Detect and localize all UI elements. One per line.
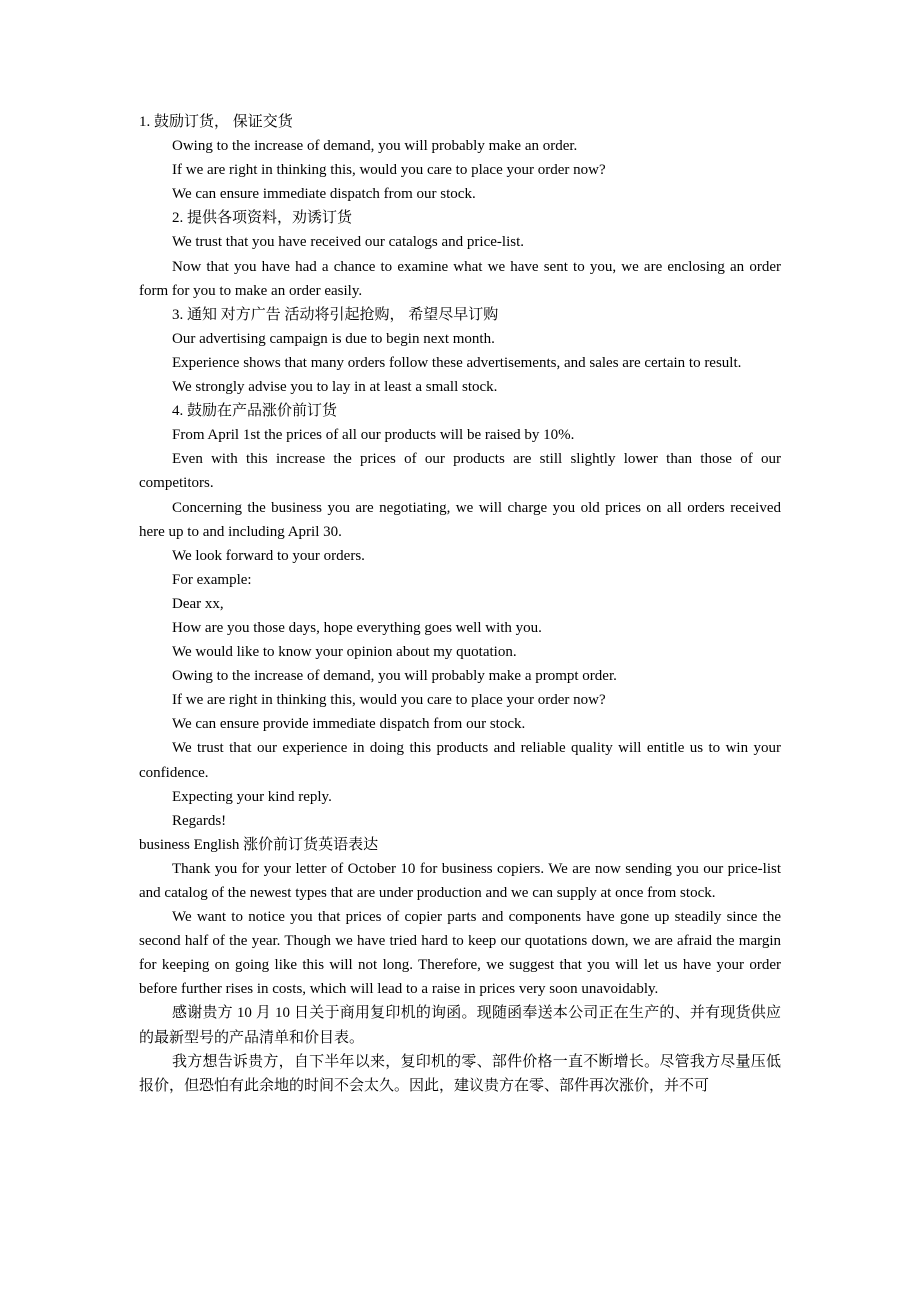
paragraph: We want to notice you that prices of copier parts and components have gone up steadily since the second half of the year. Though we have tried hard to keep our quotations down, we are afraid the margin for keeping on going like this will not long. Therefore, we suggest that you will let us have your order before further rises in costs, which will lead to a raise in prices very soon unavoidably.: [139, 909, 781, 998]
section-heading-3: 3. 通知 对方广告 活动将引起抢购， 希望尽早订购: [172, 306, 499, 323]
paragraph: Even with this increase the prices of our products are still slightly lower than those of our competitors.: [139, 451, 781, 492]
paragraph: Concerning the business you are negotiating, we will charge you old prices on all orders received here up to and including April 30.: [139, 499, 781, 540]
letter-closing: Regards!: [172, 812, 227, 829]
letter-salutation: Dear xx,: [172, 595, 224, 612]
paragraph-chinese: 我方想告诉贵方，自下半年以来，复印机的零、部件价格一直不断增长。尽管我方尽量压低报价，但恐怕有此余地的时间不会太久。因此，建议贵方在零、部件再次涨价，并不可: [139, 1053, 781, 1094]
letter-line: Expecting your kind reply.: [172, 788, 332, 805]
paragraph: We can ensure immediate dispatch from our stock.: [172, 186, 476, 203]
letter-line: How are you those days, hope everything goes well with you.: [172, 619, 542, 636]
paragraph: We trust that you have received our catalogs and price-list.: [172, 234, 524, 251]
letter-line: We would like to know your opinion about my quotation.: [172, 644, 517, 661]
paragraph: We strongly advise you to lay in at least a small stock.: [172, 379, 498, 396]
section-heading-2: 2. 提供各项资料，劝诱订货: [172, 210, 353, 227]
section-heading-4: 4. 鼓励在产品涨价前订货: [172, 403, 338, 420]
example-label: For example:: [172, 571, 252, 588]
letter-line: We trust that our experience in doing this products and reliable quality will entitle us to win your confidence.: [139, 740, 781, 781]
paragraph: We look forward to your orders.: [172, 547, 365, 564]
paragraph: Our advertising campaign is due to begin next month.: [172, 330, 495, 347]
paragraph: If we are right in thinking this, would you care to place your order now?: [172, 162, 606, 179]
section-title: business English 涨价前订货英语表达: [139, 836, 379, 853]
paragraph: Owing to the increase of demand, you will probably make an order.: [172, 138, 578, 155]
letter-line: We can ensure provide immediate dispatch from our stock.: [172, 716, 526, 733]
document-page: [139, 110, 781, 1098]
paragraph: Now that you have had a chance to examine what we have sent to you, we are enclosing an order form for you to make an order easily.: [139, 258, 781, 299]
section-heading-1: 1. 鼓励订货， 保证交货: [139, 114, 293, 130]
letter-line: If we are right in thinking this, would you care to place your order now?: [172, 692, 606, 709]
paragraph: From April 1st the prices of all our products will be raised by 10%.: [172, 427, 575, 444]
paragraph-chinese: 感谢贵方 10 月 10 日关于商用复印机的询函。现随函奉送本公司正在生产的、并有现货供应的最新型号的产品清单和价目表。: [139, 1005, 781, 1046]
paragraph: Experience shows that many orders follow these advertisements, and sales are certain to result.: [172, 354, 742, 371]
paragraph: Thank you for your letter of October 10 for business copiers. We are now sending you our price-list and catalog of the newest types that are under production and we can supply at once from stock.: [139, 860, 781, 901]
letter-line: Owing to the increase of demand, you will probably make a prompt order.: [172, 668, 617, 685]
